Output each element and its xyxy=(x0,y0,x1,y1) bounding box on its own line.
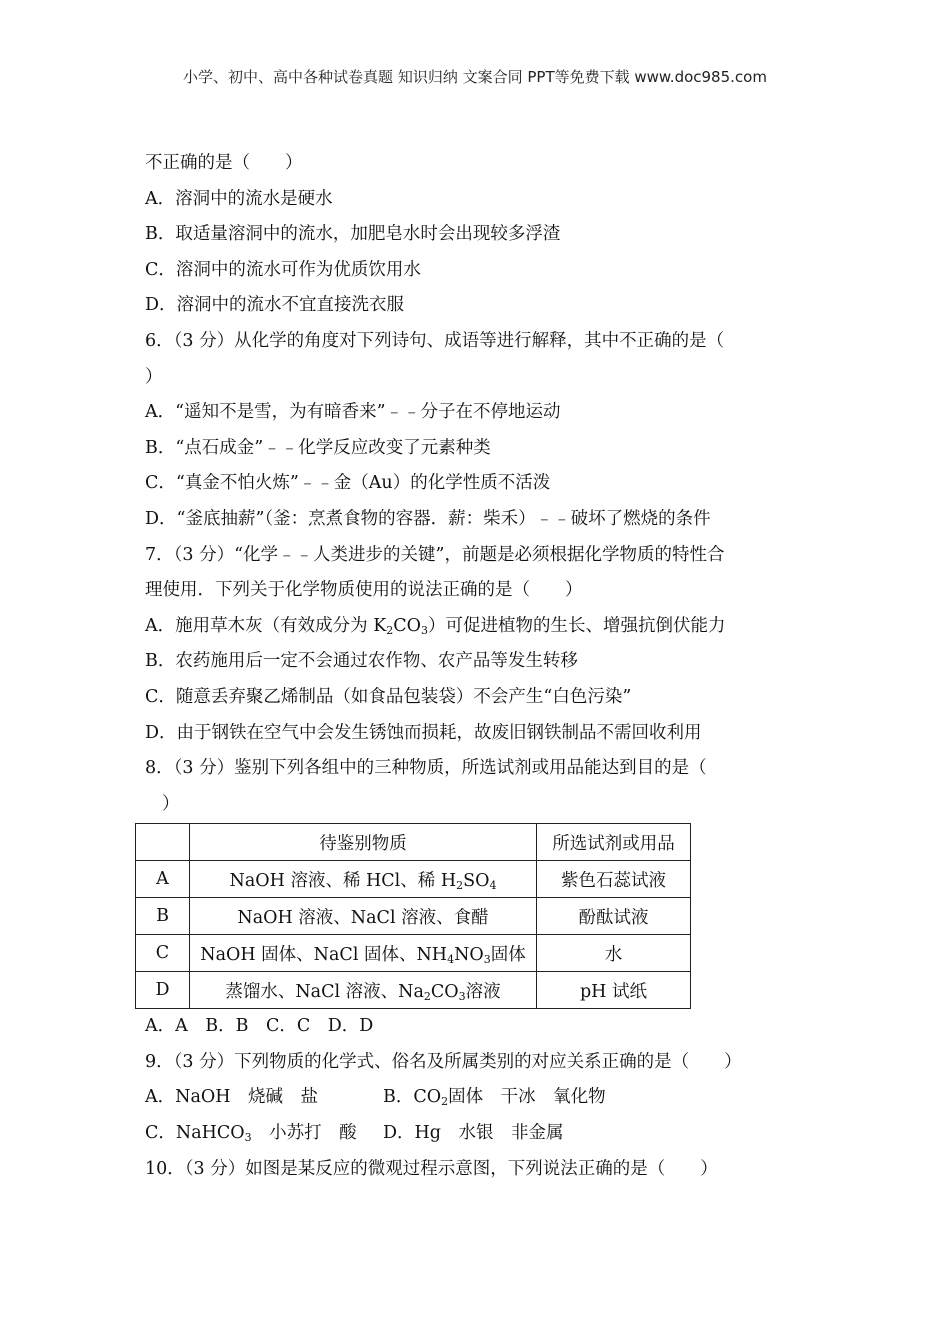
q5-option-b: B．取适量溶洞中的流水，加肥皂水时会出现较多浮渣 xyxy=(145,224,561,245)
q6-stem-cont: ） xyxy=(145,366,163,387)
table-cell-reagent: 紫色石蕊试液 xyxy=(537,861,691,898)
table-cell-materials: 蒸馏水、NaCl 溶液、$Na_2CO_3$溶液 xyxy=(190,972,537,1009)
q5-stem-tail: 不正确的是（ ） xyxy=(145,153,303,173)
table-cell-reagent: 水 xyxy=(537,935,691,972)
q7-stem: 7．（3 分）“化学﹣﹣人类进步的关键”，前题是必须根据化学物质的特性合 xyxy=(145,544,725,565)
q6-stem: 6．（3 分）从化学的角度对下列诗句、成语等进行解释，其中不正确的是（ xyxy=(145,330,725,351)
q7-option-b: B．农药施用后一定不会通过农作物、农产品等发生转移 xyxy=(145,651,578,672)
q6-option-d: D．“釜底抽薪”（釜：烹煮食物的容器．薪：柴禾）﹣﹣破坏了燃烧的条件 xyxy=(145,508,711,529)
table-cell-materials: NaOH 溶液、NaCl 溶液、食醋 xyxy=(190,898,537,935)
q10-stem: 10．（3 分）如图是某反应的微观过程示意图，下列说法正确的是（ ） xyxy=(145,1158,718,1179)
q5-option-c: C．溶洞中的流水可作为优质饮用水 xyxy=(145,259,421,280)
table-cell-key: D xyxy=(136,972,190,1009)
table-cell-key: A xyxy=(136,861,190,898)
table-row xyxy=(136,898,691,935)
q8-table xyxy=(135,823,691,1009)
q6-option-b: B．“点石成金”﹣﹣化学反应改变了元素种类 xyxy=(145,437,491,458)
q9-options-ab xyxy=(145,1080,815,1116)
table-header-cell xyxy=(136,824,190,861)
table-cell-key: C xyxy=(136,935,190,972)
table-header-cell: 待鉴别物质 xyxy=(190,824,537,861)
table-header-row xyxy=(136,824,691,861)
q9-option-a: A．NaOH 烧碱 盐 xyxy=(145,1087,318,1108)
q8-stem-cont: ） xyxy=(162,793,180,814)
table-row xyxy=(136,861,691,898)
q6-option-c: C．“真金不怕火炼”﹣﹣金（Au）的化学性质不活泼 xyxy=(145,473,551,494)
page-header: 小学、初中、高中各种试卷真题 知识归纳 文案合同 PPT等免费下载 www.doc985.com xyxy=(183,68,767,86)
table-row xyxy=(136,972,691,1009)
table-cell-reagent: 酚酞试液 xyxy=(537,898,691,935)
q5-option-d: D．溶洞中的流水不宜直接洗衣服 xyxy=(145,295,405,316)
table-cell-key: B xyxy=(136,898,190,935)
q7-option-d: D．由于钢铁在空气中会发生锈蚀而损耗，故废旧钢铁制品不需回收利用 xyxy=(145,722,702,743)
exam-content xyxy=(145,146,815,1187)
table-cell-materials: NaOH 固体、NaCl 固体、$NH_4NO_3$固体 xyxy=(190,935,537,972)
q7-option-c: C．随意丢弃聚乙烯制品（如食品包装袋）不会产生“白色污染” xyxy=(145,686,632,707)
table-cell-reagent: pH 试纸 xyxy=(537,972,691,1009)
q9-options-cd xyxy=(145,1116,815,1152)
q9-stem: 9．（3 分）下列物质的化学式、俗名及所属类别的对应关系正确的是（ ） xyxy=(145,1051,742,1072)
table-row xyxy=(136,935,691,972)
q7-stem-cont: 理使用．下列关于化学物质使用的说法正确的是（ ） xyxy=(145,580,583,601)
q8-options: A．A B．B C．C D．D xyxy=(145,1016,374,1037)
q9-option-d: D．Hg 水银 非金属 xyxy=(383,1123,564,1144)
table-cell-materials: NaOH 溶液、稀 HCl、稀 $H_2SO_4$ xyxy=(190,861,537,898)
q9-option-c: C．NaHCO$_3$ 小苏打 酸 xyxy=(145,1123,357,1145)
table-header-cell: 所选试剂或用品 xyxy=(537,824,691,861)
q9-option-b: B．$CO_2$固体 干冰 氧化物 xyxy=(383,1087,606,1109)
q7-option-a: A．施用草木灰（有效成分为 $K_2CO_3$）可促进植物的生长、增强抗倒伏能力 xyxy=(145,615,726,637)
q5-option-a: A．溶洞中的流水是硬水 xyxy=(145,188,333,209)
q8-stem: 8．（3 分）鉴别下列各组中的三种物质，所选试剂或用品能达到目的是（ xyxy=(145,758,707,779)
q6-option-a: A．“遥知不是雪，为有暗香来”﹣﹣分子在不停地运动 xyxy=(145,402,561,423)
